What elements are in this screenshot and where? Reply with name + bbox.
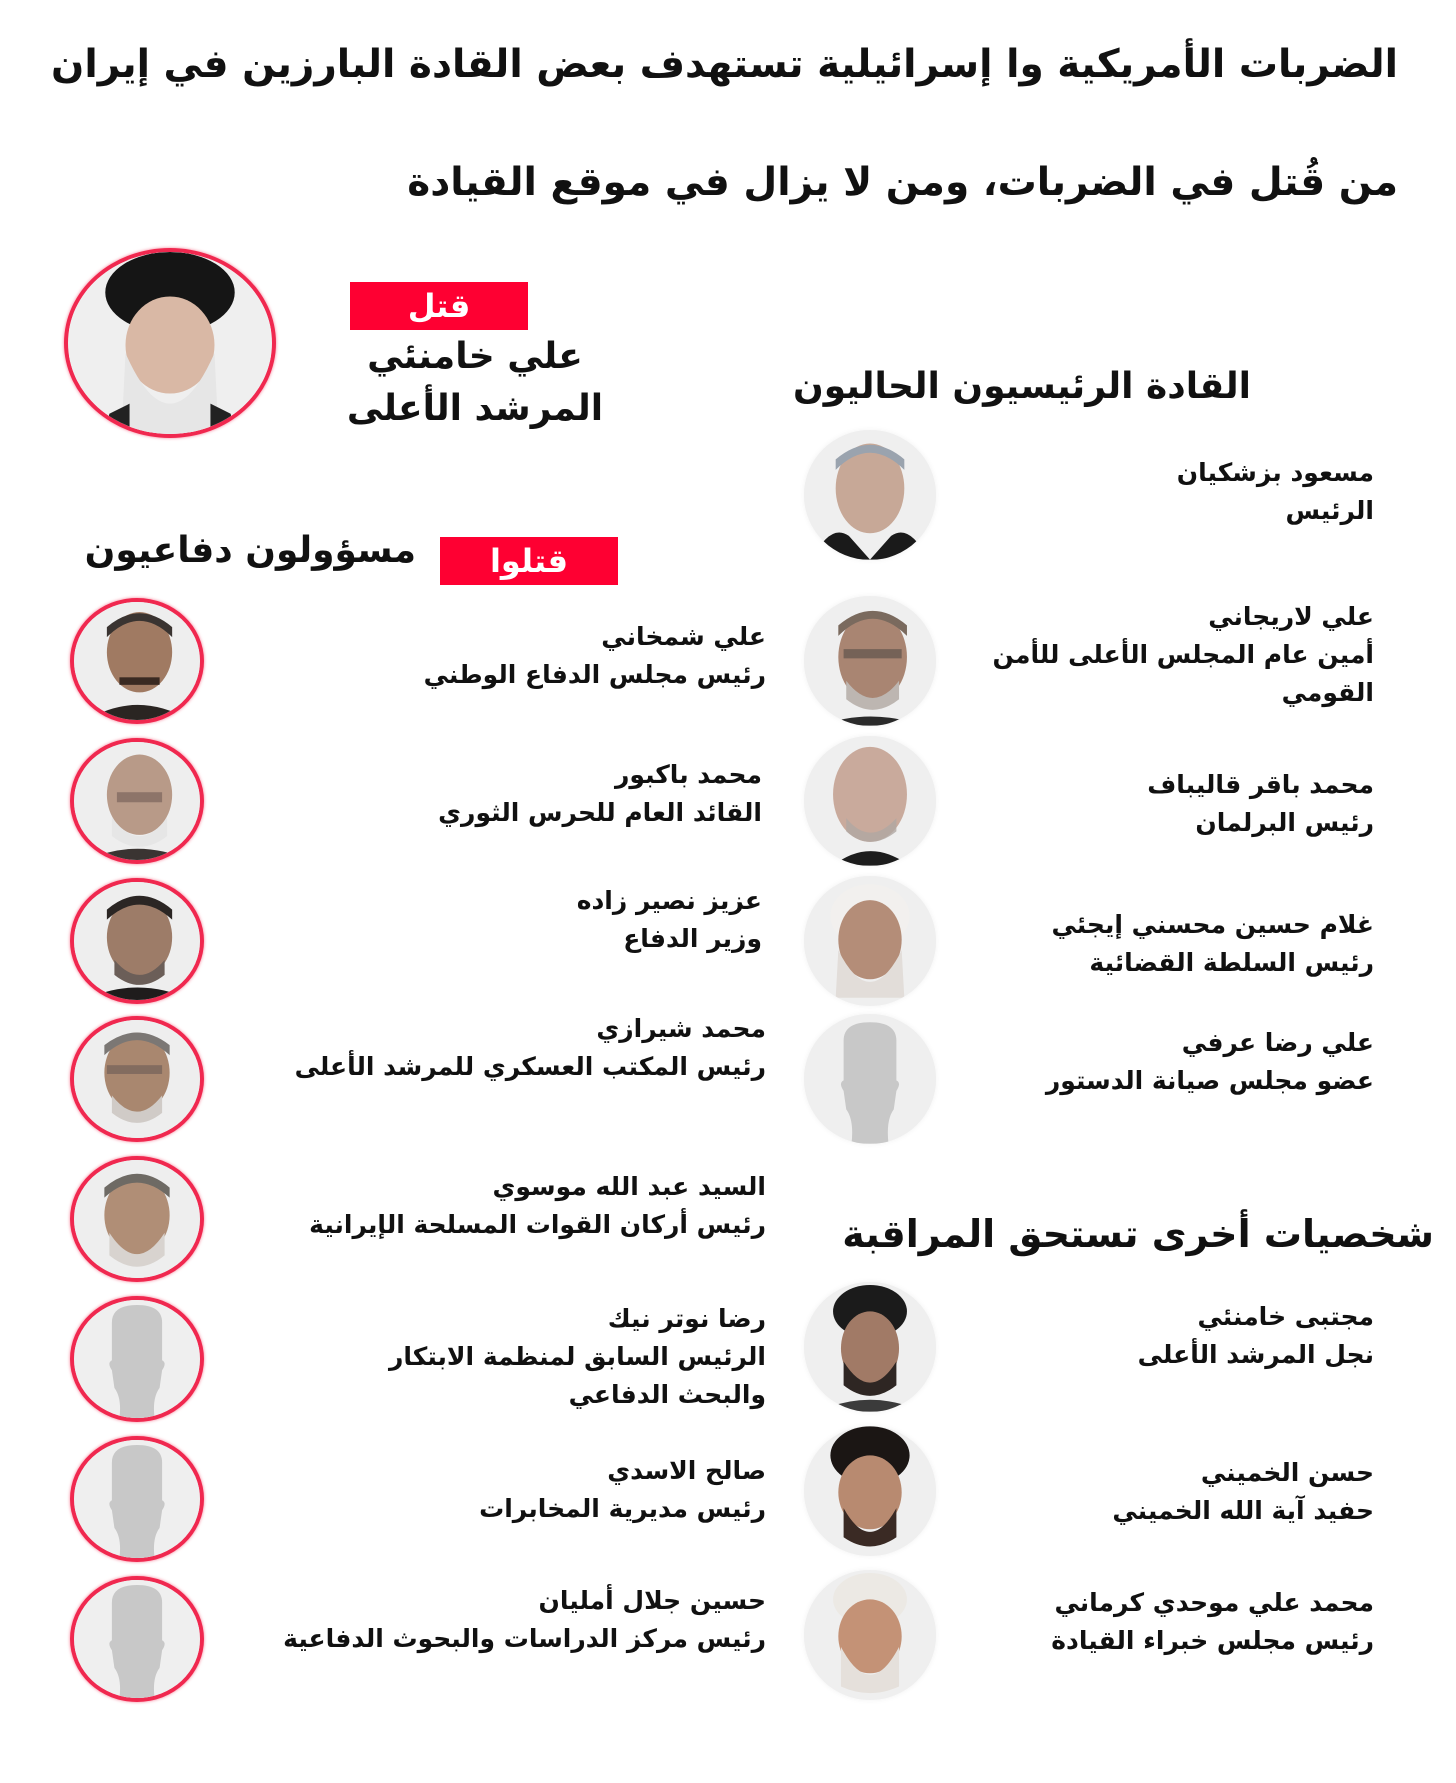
portrait-cleric-icon bbox=[68, 252, 272, 434]
person-name: عزيز نصير زاده bbox=[576, 886, 762, 915]
person-name: رضا نوتر نيك bbox=[607, 1304, 766, 1333]
person-role: رئيس السلطة القضائية bbox=[1089, 948, 1374, 977]
current-leader-2 bbox=[992, 598, 1374, 712]
person-role: رئيس مديرية المخابرات bbox=[479, 1494, 766, 1523]
defense-person-2 bbox=[438, 756, 762, 832]
avatar-current-4 bbox=[804, 876, 936, 1006]
person-name: علي رضا عرفي bbox=[1181, 1028, 1374, 1057]
person-name: السيد عبد الله موسوي bbox=[492, 1172, 766, 1201]
person-role: أمين عام المجلس الأعلى للأمن bbox=[992, 640, 1374, 669]
person-role: رئيس أركان القوات المسلحة الإيرانية bbox=[309, 1210, 766, 1239]
avatar-current-1 bbox=[804, 430, 936, 560]
defense-person-4 bbox=[295, 1010, 766, 1086]
person-name: حسن الخميني bbox=[1200, 1458, 1374, 1487]
portrait-icon bbox=[74, 1160, 200, 1278]
silhouette-icon bbox=[74, 1300, 200, 1418]
watch-person-1 bbox=[1138, 1298, 1374, 1374]
defense-person-6 bbox=[389, 1300, 766, 1414]
person-role: رئيس مجلس خبراء القيادة bbox=[1051, 1626, 1374, 1655]
person-name: صالح الاسدي bbox=[607, 1456, 766, 1485]
avatar-defense-8 bbox=[70, 1576, 204, 1702]
avatar-defense-2 bbox=[70, 738, 204, 864]
avatar-defense-5 bbox=[70, 1156, 204, 1282]
avatar-current-2 bbox=[804, 596, 936, 726]
current-leader-1 bbox=[1177, 454, 1374, 530]
person-role: رئيس المكتب العسكري للمرشد الأعلى bbox=[294, 1052, 766, 1081]
portrait-icon bbox=[74, 882, 200, 1000]
person-role: رئيس مجلس الدفاع الوطني bbox=[423, 660, 766, 689]
supreme-leader-name: علي خامنئي bbox=[367, 336, 583, 377]
portrait-cleric-icon bbox=[804, 1282, 936, 1412]
avatar-current-3 bbox=[804, 736, 936, 866]
defense-person-8 bbox=[283, 1582, 766, 1658]
avatar-supreme-leader bbox=[64, 248, 276, 438]
killed-badge: قتل bbox=[350, 282, 528, 330]
silhouette-icon bbox=[74, 1440, 200, 1558]
person-name: علي لاريجاني bbox=[1208, 602, 1374, 631]
avatar-defense-1 bbox=[70, 598, 204, 724]
person-name: علي شمخاني bbox=[601, 622, 766, 651]
person-name: محمد باقر قاليباف bbox=[1147, 770, 1374, 799]
person-name: محمد باكبور bbox=[615, 760, 762, 789]
avatar-defense-3 bbox=[70, 878, 204, 1004]
defense-officials-heading: مسؤولون دفاعيون bbox=[84, 530, 416, 571]
person-role: نجل المرشد الأعلى bbox=[1137, 1340, 1374, 1369]
supreme-leader-role: المرشد الأعلى bbox=[346, 388, 604, 429]
silhouette-icon bbox=[804, 1014, 936, 1144]
defense-person-1 bbox=[424, 618, 766, 694]
avatar-watch-1 bbox=[804, 1282, 936, 1412]
person-name: مسعود بزشكيان bbox=[1176, 458, 1374, 487]
avatar-defense-6 bbox=[70, 1296, 204, 1422]
portrait-icon bbox=[74, 742, 200, 860]
avatar-watch-3 bbox=[804, 1570, 936, 1700]
current-leader-4 bbox=[1051, 906, 1374, 982]
person-role-continued: والبحث الدفاعي bbox=[568, 1380, 766, 1409]
watch-person-3 bbox=[1051, 1584, 1374, 1660]
watch-person-2 bbox=[1112, 1454, 1374, 1530]
defense-person-7 bbox=[479, 1452, 766, 1528]
person-name: محمد علي موحدي كرماني bbox=[1054, 1588, 1374, 1617]
portrait-icon bbox=[804, 736, 936, 866]
person-name: محمد شيرازي bbox=[596, 1014, 766, 1043]
current-leader-5 bbox=[1046, 1024, 1374, 1100]
avatar-watch-2 bbox=[804, 1426, 936, 1556]
subheadline: من قُتل في الضربات، ومن لا يزال في موقع القيادة bbox=[407, 160, 1398, 205]
current-leader-3 bbox=[1147, 766, 1374, 842]
defense-person-3 bbox=[577, 882, 762, 958]
avatar-defense-7 bbox=[70, 1436, 204, 1562]
portrait-cleric-icon bbox=[804, 1570, 936, 1700]
person-role-continued: القومي bbox=[1281, 678, 1374, 707]
person-role: رئيس مركز الدراسات والبحوث الدفاعية bbox=[283, 1624, 766, 1653]
portrait-icon bbox=[804, 596, 936, 726]
defense-person-5 bbox=[309, 1168, 766, 1244]
portrait-icon bbox=[74, 1020, 200, 1138]
portrait-icon bbox=[804, 876, 936, 1006]
silhouette-icon bbox=[74, 1580, 200, 1698]
person-name: حسين جلال أمليان bbox=[538, 1586, 766, 1615]
person-role: الرئيس السابق لمنظمة الابتكار bbox=[389, 1342, 766, 1371]
watch-list-heading: شخصيات أخرى تستحق المراقبة bbox=[842, 1212, 1434, 1256]
avatar-defense-4 bbox=[70, 1016, 204, 1142]
portrait-icon bbox=[74, 602, 200, 720]
portrait-icon bbox=[804, 430, 936, 560]
person-role: القائد العام للحرس الثوري bbox=[438, 798, 762, 827]
person-role: عضو مجلس صيانة الدستور bbox=[1045, 1066, 1374, 1095]
current-leaders-heading: القادة الرئيسيون الحاليون bbox=[793, 366, 1251, 407]
headline: الضربات الأمريكية وا إسرائيلية تستهدف بعض القادة البارزين في إيران bbox=[51, 42, 1398, 87]
person-name: مجتبى خامنئي bbox=[1197, 1302, 1374, 1331]
portrait-cleric-icon bbox=[804, 1426, 936, 1556]
person-role: رئيس البرلمان bbox=[1195, 808, 1374, 837]
person-role: وزير الدفاع bbox=[623, 924, 762, 953]
person-role: الرئيس bbox=[1285, 496, 1374, 525]
avatar-current-5 bbox=[804, 1014, 936, 1144]
person-name: غلام حسين محسني إيجئي bbox=[1051, 910, 1374, 939]
killed-plural-badge: قتلوا bbox=[440, 537, 618, 585]
person-role: حفيد آية الله الخميني bbox=[1112, 1496, 1374, 1525]
